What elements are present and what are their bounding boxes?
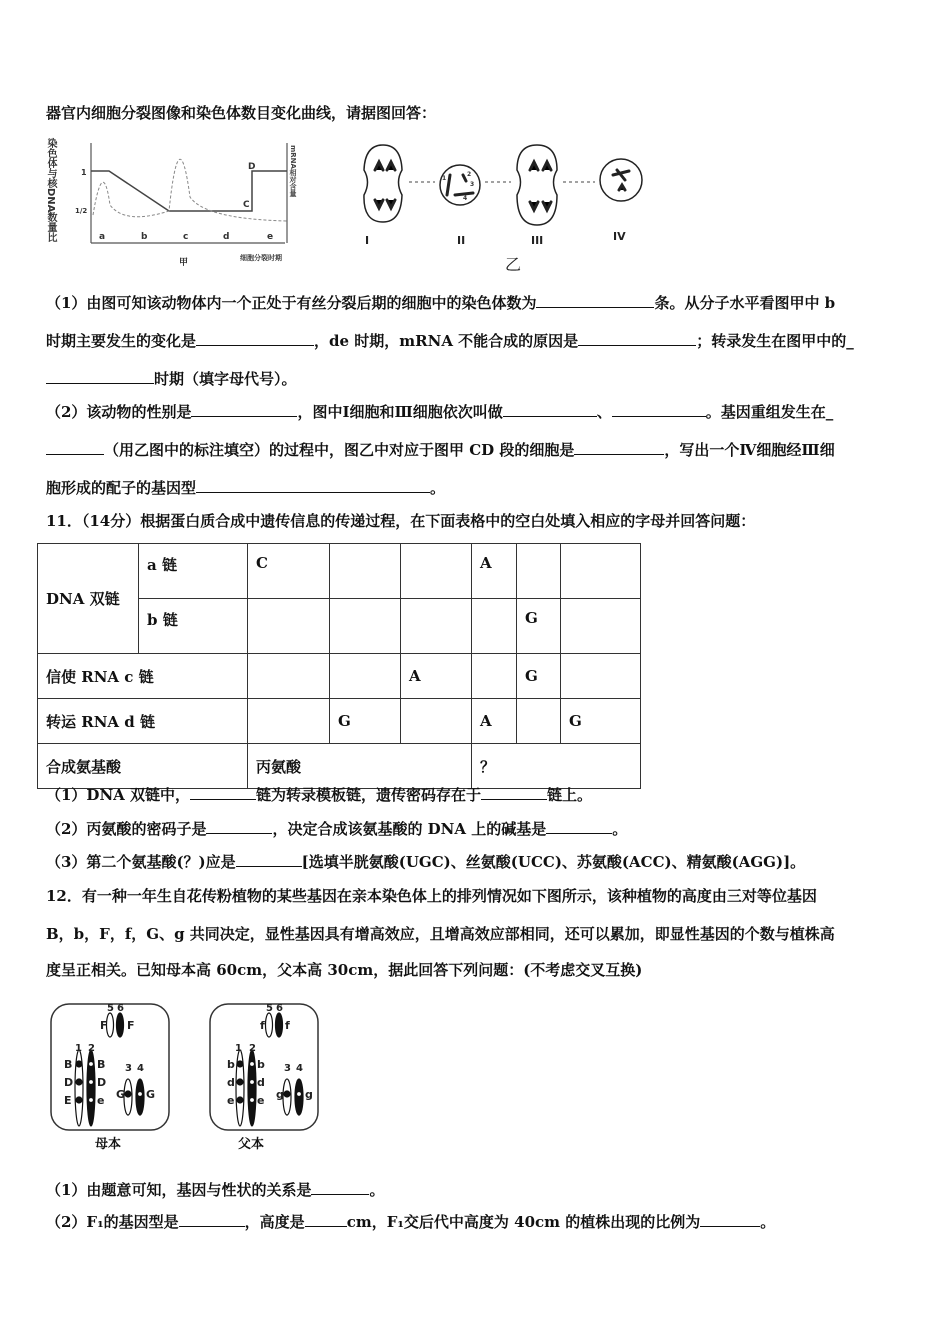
chr-num: 6 [117, 1003, 124, 1014]
chr-num: 5 [107, 1003, 114, 1014]
period-a: a [99, 232, 106, 242]
answer-blank[interactable] [196, 478, 430, 493]
text: 胞形成的配子的基因型 [46, 479, 197, 497]
text: （3）第二个氨基酸(？)应是 [46, 853, 236, 871]
table-cell[interactable] [561, 544, 641, 599]
answer-blank[interactable] [311, 1180, 369, 1195]
text: 。 [760, 1213, 776, 1231]
gene: e [227, 1094, 235, 1107]
table-row [38, 544, 641, 599]
answer-blank[interactable] [46, 369, 154, 384]
table-cell[interactable] [472, 599, 517, 654]
text: 。 [430, 479, 446, 497]
text: 时期（填字母代号）。 [154, 370, 297, 388]
y-tick-1: 1 [81, 168, 87, 177]
table-cell[interactable] [248, 654, 330, 699]
y-label-right: mRNA相对含量 [289, 145, 297, 197]
q10-line-1 [46, 293, 835, 313]
q12-line-2: B，b，F，f，G、g 共同决定，显性基因具有增高效应，且增高效应部相同，还可以累加，即显性基因的个数与植株高 [46, 925, 835, 943]
answer-blank[interactable] [179, 1212, 245, 1227]
period-e: e [267, 232, 274, 242]
y-label-left: 染色体与核DNA数量比 [45, 138, 56, 243]
text: （2）该动物的性别是 [46, 403, 192, 421]
cell-label-4: IV [613, 230, 626, 243]
gene: G [116, 1088, 126, 1101]
text: （用乙图中的标注填空）的过程中，图乙中对应于图甲 CD 段的细胞是 [104, 441, 575, 459]
y-tick-half: 1/2 [75, 207, 88, 215]
answer-blank[interactable] [574, 440, 664, 455]
cell-label-2: II [457, 234, 466, 247]
table-cell[interactable]: A [401, 654, 472, 699]
gene: g [305, 1088, 313, 1101]
gene: B [64, 1058, 73, 1071]
text: ；转录发生在图甲中的_ [696, 332, 854, 350]
text: （1）DNA 双链中， [46, 786, 191, 804]
q12-line-3: 度呈正相关。已知母本高 60cm，父本高 30cm，据此回答下列问题：(不考虑交叉互换) [46, 961, 643, 979]
answer-blank[interactable] [196, 331, 314, 346]
figure-jia-chart [45, 135, 315, 270]
text: ，决定合成该氨基酸的 DNA 上的碱基是 [272, 820, 547, 838]
text: 、 [596, 403, 612, 421]
text: cm，F₁交后代中高度为 40cm 的植株出现的比例为 [346, 1213, 701, 1231]
text: （1）由图可知该动物体内一个正处于有丝分裂后期的细胞中的染色体数为 [46, 294, 537, 312]
table-cell[interactable]: G [561, 699, 641, 744]
gene: f [260, 1019, 265, 1032]
gene: e [97, 1094, 105, 1107]
chr-label-1: 1 [442, 175, 447, 182]
text: 。 [369, 1181, 385, 1199]
chr-num: 1 [75, 1043, 82, 1054]
chromosome-figure [45, 998, 330, 1156]
gene: d [227, 1076, 235, 1089]
text: 时期主要发生的变化是 [46, 332, 197, 350]
answer-blank[interactable] [536, 293, 654, 308]
text: 条。从分子水平看图甲中 b [654, 294, 836, 312]
answer-blank[interactable] [206, 819, 272, 834]
father-caption: 父本 [238, 1137, 265, 1152]
answer-blank[interactable] [46, 440, 104, 455]
chr-num: 6 [276, 1003, 283, 1014]
text: （2）F₁的基因型是 [46, 1213, 179, 1231]
table-cell[interactable]: G [517, 599, 561, 654]
gene: F [127, 1019, 135, 1032]
chr-num: 3 [125, 1063, 132, 1074]
x-label: 细胞分裂时期 [240, 254, 282, 262]
table-cell[interactable] [401, 544, 472, 599]
table-cell[interactable]: G [517, 654, 561, 699]
gene: g [276, 1088, 284, 1101]
q11-sub-1 [46, 785, 592, 805]
text: ，de 时期，mRNA 不能合成的原因是 [314, 332, 579, 350]
table-cell[interactable]: ？ [472, 744, 641, 789]
intro-line: 器官内细胞分裂图像和染色体数目变化曲线，请据图回答： [46, 104, 437, 122]
caption-jia: 甲 [179, 258, 189, 268]
chr-num: 5 [266, 1003, 273, 1014]
text: 。基因重组发生在_ [705, 403, 834, 421]
gene: d [257, 1076, 265, 1089]
period-b: b [141, 232, 148, 242]
q10-line-5 [46, 440, 835, 460]
answer-blank[interactable] [578, 331, 696, 346]
chr-label-2: 2 [467, 171, 472, 178]
text: ，图中Ⅰ细胞和Ⅲ细胞依次叫做 [297, 403, 503, 421]
table-cell[interactable]: C [248, 544, 330, 599]
chr-num: 2 [249, 1043, 256, 1054]
chr-num: 4 [137, 1063, 144, 1074]
table-cell[interactable] [472, 654, 517, 699]
table-cell[interactable] [401, 699, 472, 744]
point-d: D [248, 162, 256, 172]
table-cell[interactable] [248, 599, 330, 654]
table-cell[interactable]: A [472, 699, 517, 744]
row-label-b: b 链 [139, 599, 248, 654]
table-cell[interactable] [517, 544, 561, 599]
q12-line-1: 12．有一种一年生自花传粉植物的某些基因在亲本染色体上的排列情况如下图所示，该种植物的高度由三对等位基因 [46, 887, 817, 905]
gene: f [285, 1019, 290, 1032]
gene: D [97, 1076, 107, 1089]
chr-label-3: 3 [470, 181, 475, 188]
q11-sub-2 [46, 819, 627, 839]
answer-blank[interactable] [700, 1212, 760, 1227]
text: ，写出一个Ⅳ细胞经Ⅲ细 [664, 441, 835, 459]
table-cell[interactable] [330, 654, 401, 699]
table-row [38, 744, 641, 789]
chr-num: 3 [284, 1063, 291, 1074]
period-d: d [223, 232, 230, 242]
table-row [38, 699, 641, 744]
table-cell[interactable]: A [472, 544, 517, 599]
answer-blank[interactable] [191, 402, 297, 417]
gene: B [97, 1058, 106, 1071]
chr-num: 2 [88, 1043, 95, 1054]
table-cell[interactable]: 丙氨酸 [248, 744, 472, 789]
q10-line-2 [46, 331, 854, 351]
row-label-d: 转运 RNA d 链 [38, 699, 248, 744]
text: 。 [612, 820, 628, 838]
period-c: c [183, 232, 189, 242]
genetic-info-table [37, 543, 641, 789]
gene: F [100, 1019, 108, 1032]
cell-label-3: III [531, 234, 544, 247]
q12-sub-1 [46, 1180, 384, 1200]
chr-label-4: 4 [463, 195, 468, 202]
q12-sub-2 [46, 1212, 775, 1232]
caption-yi: 乙 [505, 255, 522, 274]
text: （1）由题意可知，基因与性状的关系是 [46, 1181, 312, 1199]
answer-blank[interactable] [236, 852, 302, 867]
text: 链为转录模板链，遗传密码存在于 [256, 786, 482, 804]
text: [选填半胱氨酸(UGC)、丝氨酸(UCC)、苏氨酸(ACC)、精氨酸(AGG)]。 [301, 853, 806, 871]
table-cell[interactable] [330, 599, 401, 654]
table-cell[interactable] [561, 654, 641, 699]
answer-blank[interactable] [481, 785, 547, 800]
q10-line-6 [46, 478, 445, 498]
table-cell[interactable] [330, 544, 401, 599]
table-cell[interactable] [517, 699, 561, 744]
q11-sub-3 [46, 852, 805, 872]
gene: G [146, 1088, 156, 1101]
mother-caption: 母本 [95, 1137, 122, 1152]
figure-yi-cells [355, 140, 665, 275]
table-cell[interactable] [401, 599, 472, 654]
table-cell[interactable] [561, 599, 641, 654]
q10-line-4 [46, 402, 833, 422]
gene: b [257, 1058, 265, 1071]
row-header-dna: DNA 双链 [38, 544, 139, 654]
row-label-amino: 合成氨基酸 [38, 744, 248, 789]
q10-line-3 [46, 369, 297, 389]
q11-title: 11．（14分）根据蛋白质合成中遗传信息的传递过程，在下面表格中的空白处填入相应的字母并回答问题： [46, 512, 756, 530]
chr-num: 4 [296, 1063, 303, 1074]
answer-blank[interactable] [190, 785, 256, 800]
cell-label-1: I [365, 234, 370, 247]
gene: E [64, 1094, 72, 1107]
answer-blank[interactable] [503, 402, 597, 417]
table-cell[interactable]: G [330, 699, 401, 744]
answer-blank[interactable] [612, 402, 706, 417]
gene: b [227, 1058, 235, 1071]
point-c: C [243, 200, 250, 210]
table-row [38, 654, 641, 699]
table-cell[interactable] [248, 699, 330, 744]
gene: D [64, 1076, 74, 1089]
gene: e [257, 1094, 265, 1107]
text: （2）丙氨酸的密码子是 [46, 820, 207, 838]
answer-blank[interactable] [546, 819, 612, 834]
row-label-c: 信使 RNA c 链 [38, 654, 248, 699]
text: ，高度是 [244, 1213, 305, 1231]
answer-blank[interactable] [305, 1212, 347, 1227]
text: 链上。 [547, 786, 593, 804]
row-label-a: a 链 [139, 544, 248, 599]
chr-num: 1 [235, 1043, 242, 1054]
